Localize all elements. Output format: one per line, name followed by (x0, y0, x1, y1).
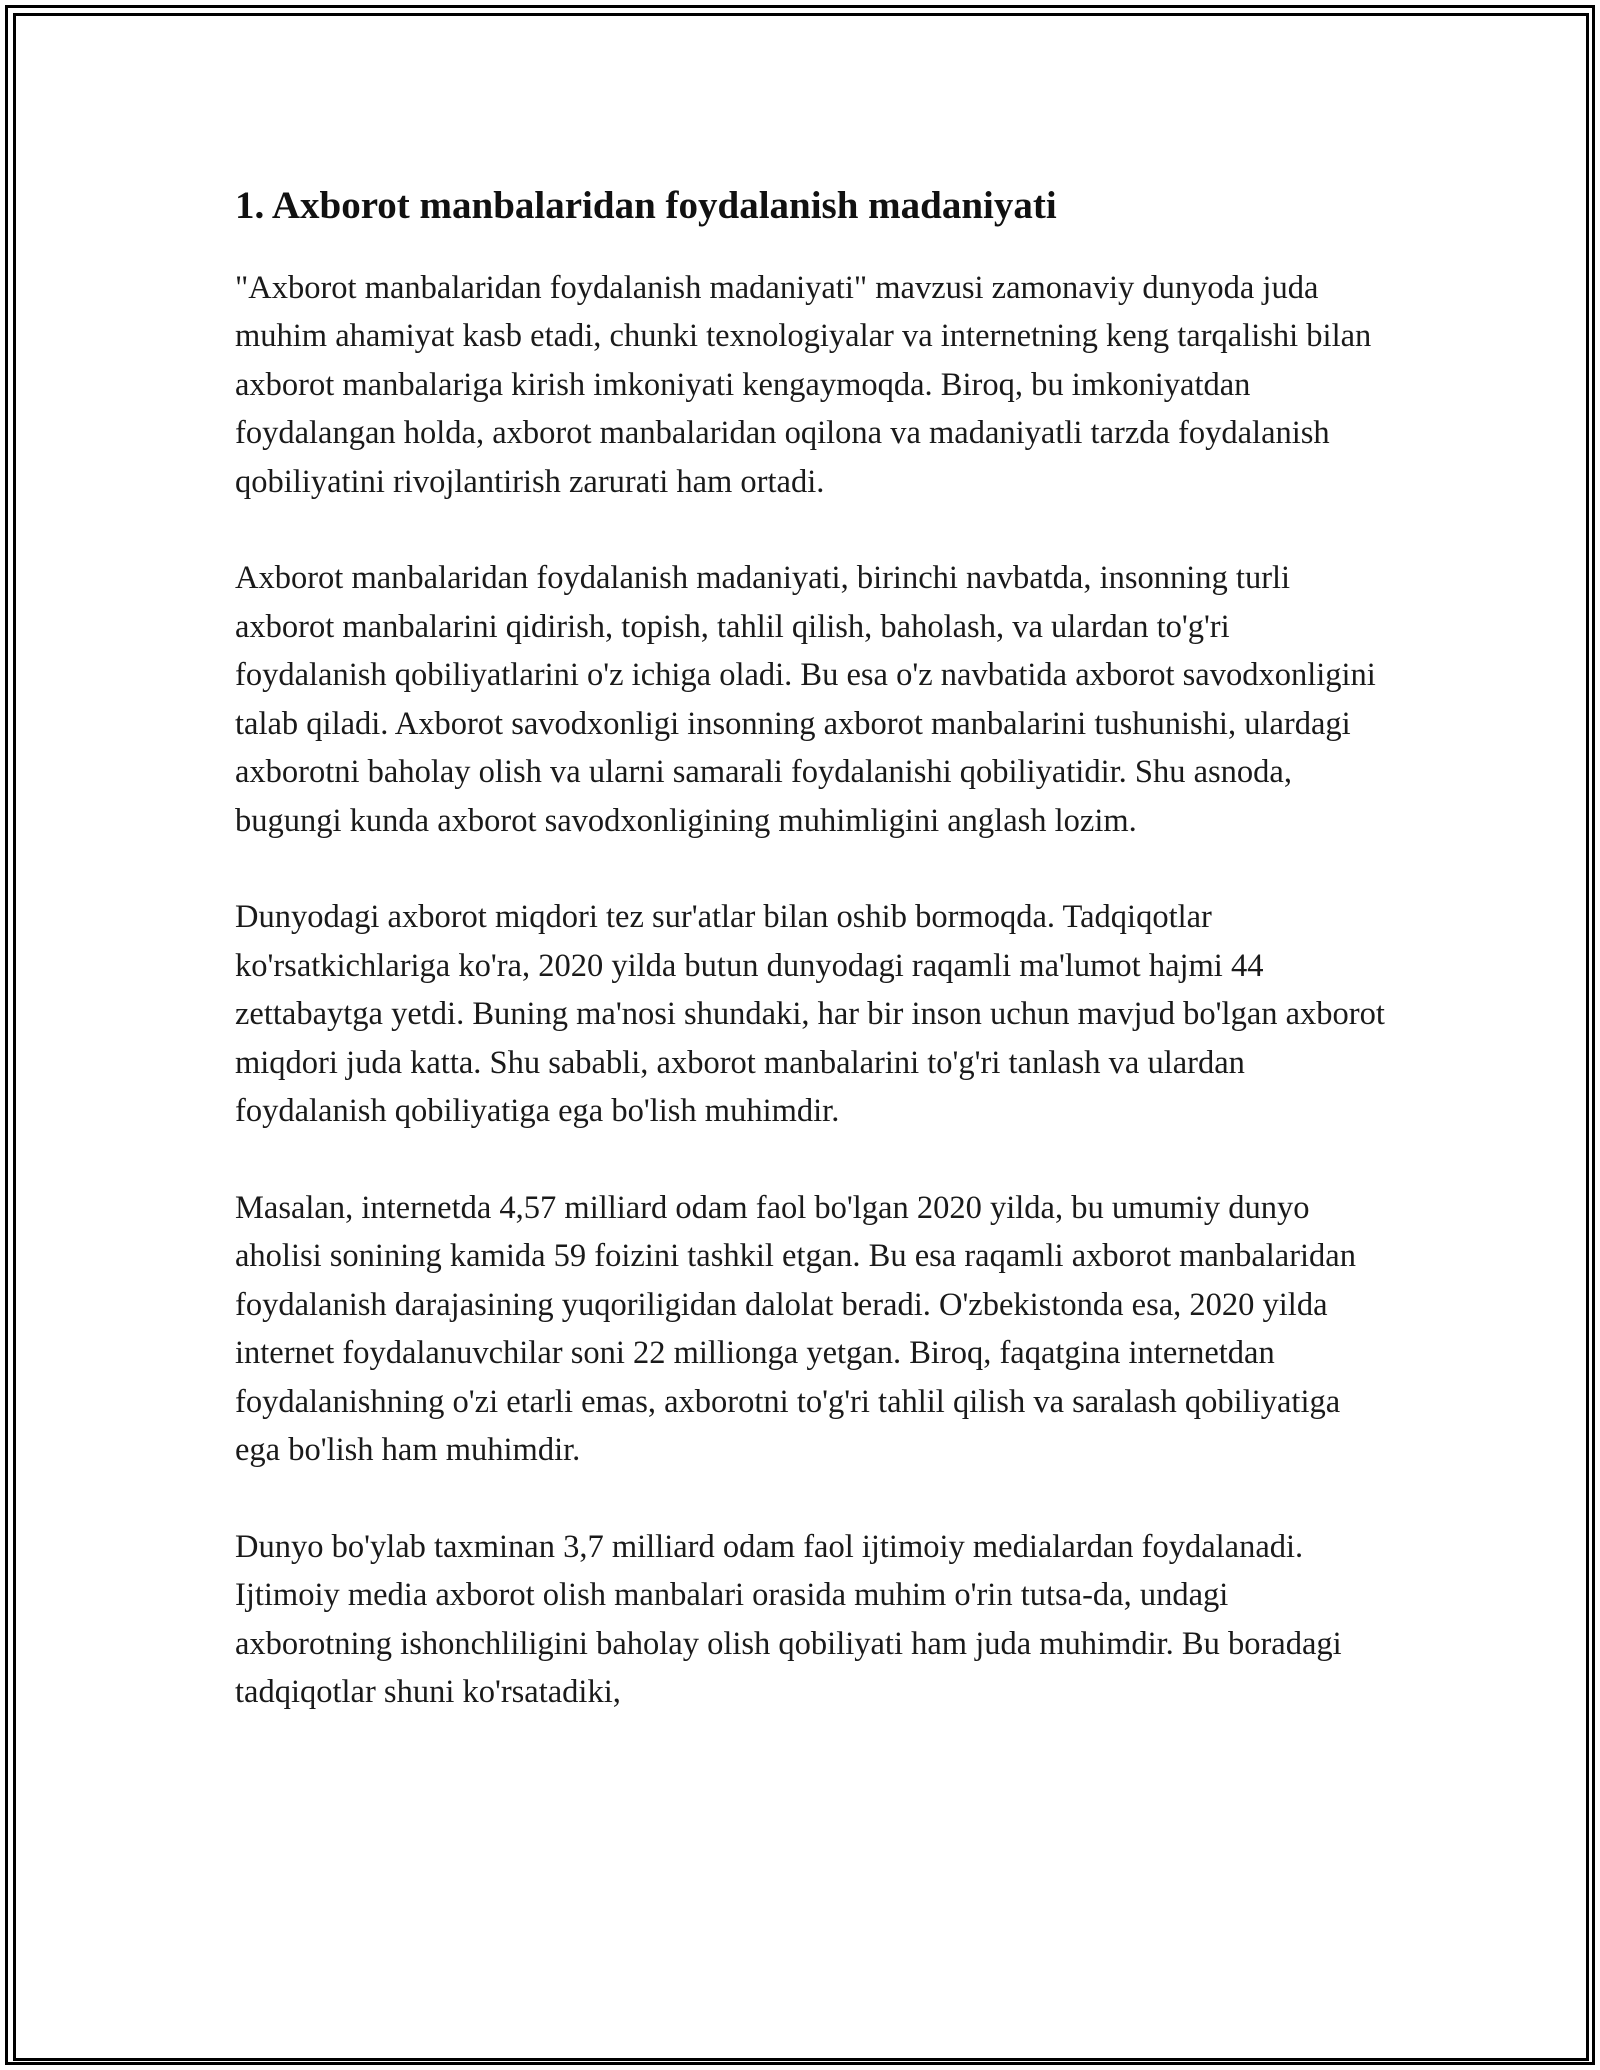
document-body (235, 182, 1385, 1765)
paragraph-1: "Axborot manbalaridan foydalanish madaniyati" mavzusi zamonaviy dunyoda juda muhim ahamiyat kasb etadi, chunki texnologiyalar va internetning keng tarqalishi bilan axborot manbalariga kirish imkoniyati kengaymoqda. Biroq, bu imkoniyatdan foydalangan holda, axborot manbalaridan oqilona va madaniyatli tarzda foydalanish qobiliyatini rivojlantirish zarurati ham ortadi. (235, 269, 1372, 500)
section-title: 1. Axborot manbalaridan foydalanish madaniyati (235, 184, 1057, 227)
paragraph-2: Axborot manbalaridan foydalanish madaniyati, birinchi navbatda, insonning turli axborot manbalarini qidirish, topish, tahlil qilish, baholash, va ulardan to'g'ri foydalanish qobiliyatlarini o'z ichiga oladi. Bu esa o'z navbatida axborot savodxonligini talab qiladi. Axborot savodxonligi insonning axborot manbalarini tushunishi, ulardagi axborotni baholay olish va ularni samarali foydalanishi qobiliyatidir. Shu asnoda, bugungi kunda axborot savodxonligining muhimligini anglash lozim. (235, 560, 1376, 839)
paragraph-4: Masalan, internetda 4,57 milliard odam faol bo'lgan 2020 yilda, bu umumiy dunyo aholisi sonining kamida 59 foizini tashkil etgan. Bu esa raqamli axborot manbalaridan foydalanish darajasining yuqoriligidan dalolat beradi. O'zbekistonda esa, 2020 yilda internet foydalanuvchilar soni 22 millionga yetgan. Biroq, faqatgina internetdan foydalanishning o'zi etarli emas, axborotni to'g'ri tahlil qilish va saralash qobiliyatiga ega bo'lish ham muhimdir. (235, 1189, 1356, 1469)
paragraph-5: Dunyo bo'ylab taxminan 3,7 milliard odam faol ijtimoiy medialardan foydalanadi. Ijtimoiy media axborot olish manbalari orasida muhim o'rin tutsa-da, undagi axborotning ishonchliligini baholay olish qobiliyati ham juda muhimdir. Bu boradagi tadqiqotlar shuni ko'rsatadiki, (235, 1528, 1342, 1711)
paragraph-3: Dunyodagi axborot miqdori tez sur'atlar bilan oshib bormoqda. Tadqiqotlar ko'rsatkichlariga ko'ra, 2020 yilda butun dunyodagi raqamli ma'lumot hajmi 44 zettabaytga yetdi. Buning ma'nosi shundaki, har bir inson uchun mavjud bo'lgan axborot miqdori juda katta. Shu sababli, axborot manbalarini to'g'ri tanlash va ulardan foydalanish qobiliyatiga ega bo'lish muhimdir. (235, 899, 1385, 1130)
